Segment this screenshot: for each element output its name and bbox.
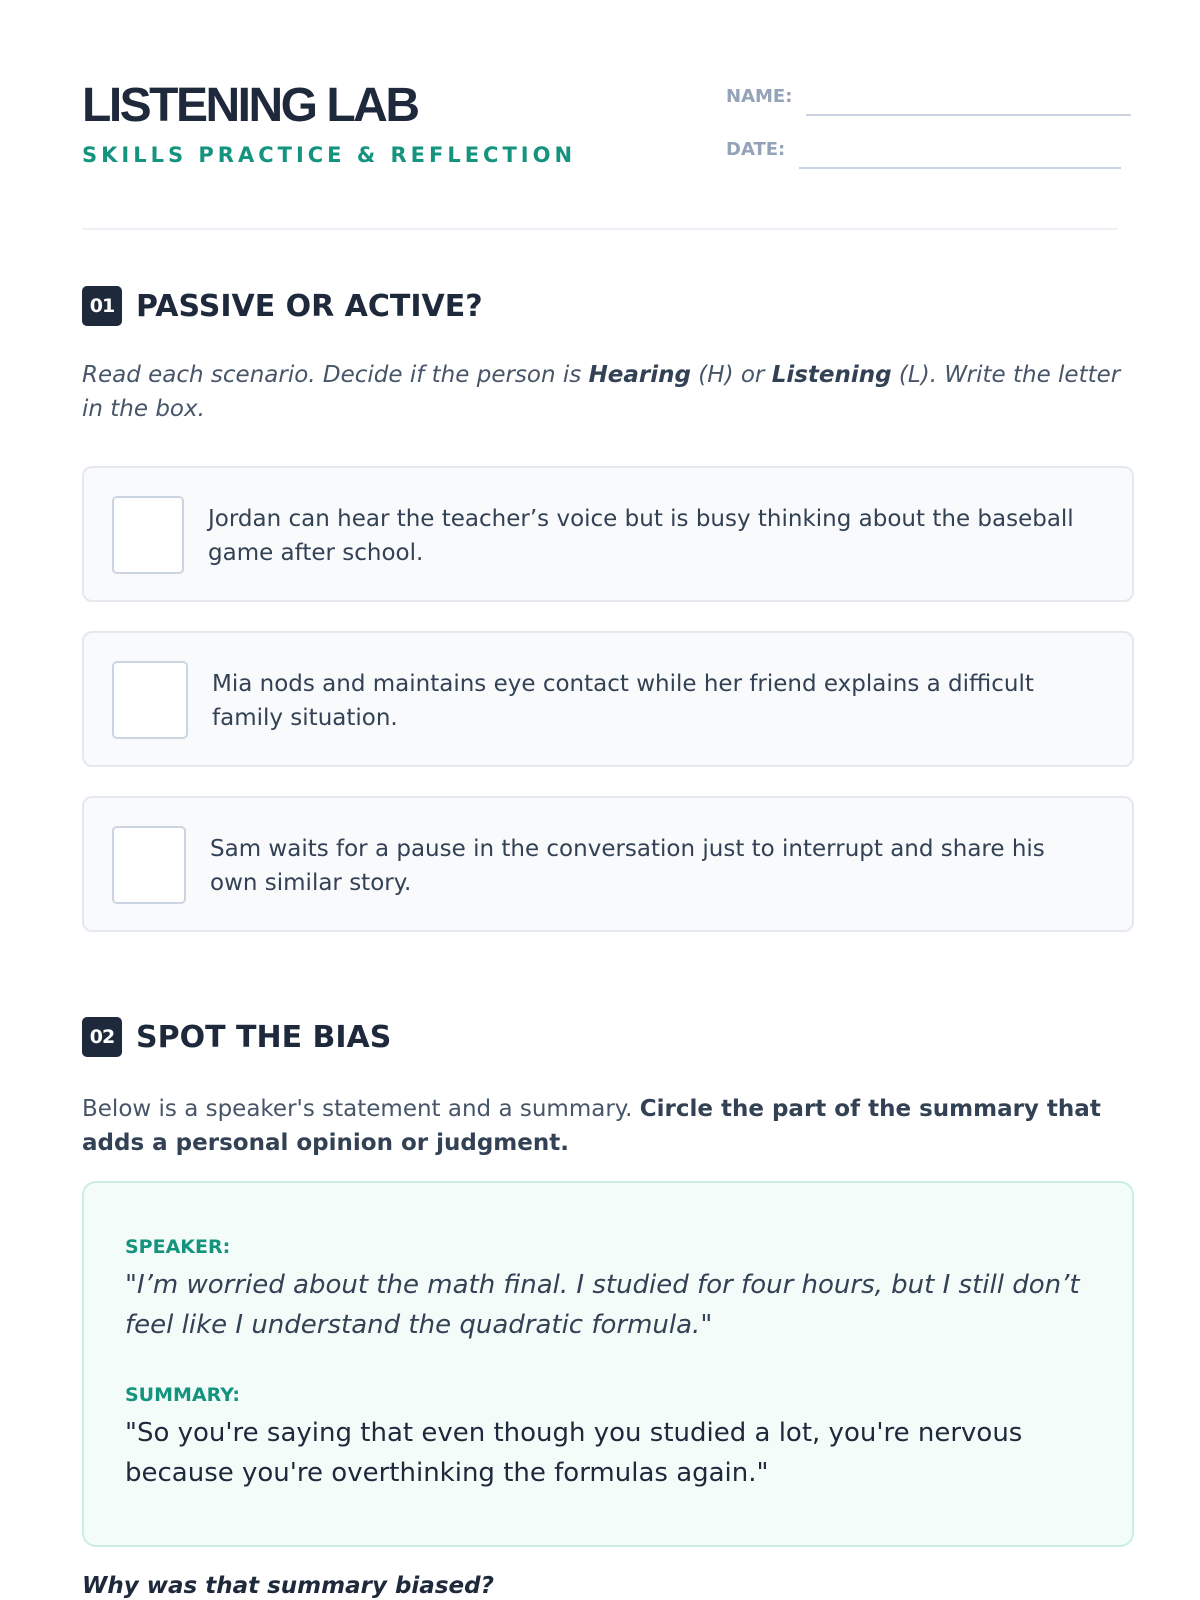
scenario-card [82, 466, 1134, 602]
section-1-heading [82, 286, 483, 326]
summary-quote[interactable]: "So you're saying that even though you studied a lot, you're nervous because you're overthinking the formulas again." [125, 1418, 1023, 1488]
section-number-badge: 01 [82, 286, 122, 326]
section-2-heading [82, 1017, 391, 1057]
answer-box[interactable] [112, 661, 188, 739]
scenario-text: Mia nods and maintains eye contact while her friend explains a difficult family situation. [212, 671, 1034, 731]
answer-box[interactable] [112, 496, 184, 574]
speaker-label: SPEAKER: [125, 1236, 231, 1258]
speaker-quote: "I’m worried about the math final. I studied for four hours, but I still don’t feel like I understand the quadratic formula." [125, 1270, 1080, 1340]
date-label: DATE: [726, 139, 786, 160]
date-input-line[interactable] [799, 167, 1121, 169]
date-field[interactable] [726, 141, 1121, 159]
scenario-text: Sam waits for a pause in the conversation just to interrupt and share his own similar story. [210, 836, 1045, 896]
section-title: SPOT THE BIAS [136, 1019, 392, 1055]
page-title: LISTENING LAB [82, 79, 418, 132]
page-subtitle: SKILLS PRACTICE & REFLECTION [82, 143, 577, 167]
scenario-text: Jordan can hear the teacher’s voice but is busy thinking about the baseball game after school. [208, 506, 1074, 566]
instructions-text: Below is a speaker's statement and a summary. [82, 1096, 640, 1122]
scenario-card [82, 796, 1134, 932]
instructions-text: (L). Write the letter in the box. [82, 362, 1121, 422]
instructions-hearing: Hearing [588, 362, 691, 388]
worksheet-header [82, 0, 1118, 230]
followup-question: Why was that summary biased? [82, 1573, 494, 1599]
instructions-emphasis: Circle the part of the summary that adds a personal opinion or judgment. [82, 1096, 1101, 1156]
scenario-card [82, 631, 1134, 767]
section-number-badge: 02 [82, 1017, 122, 1057]
section-1-instructions [82, 358, 1122, 426]
name-field[interactable] [726, 88, 1131, 106]
instructions-listening: Listening [771, 362, 892, 388]
instructions-text: Read each scenario. Decide if the person is [82, 362, 589, 388]
instructions-text: (H) or [691, 362, 772, 388]
section-title: PASSIVE OR ACTIVE? [136, 288, 483, 324]
name-input-line[interactable] [806, 114, 1131, 116]
summary-label: SUMMARY: [125, 1384, 240, 1406]
section-2-instructions [82, 1092, 1122, 1160]
name-label: NAME: [726, 86, 793, 107]
answer-box[interactable] [112, 826, 186, 904]
speaker-summary-box [82, 1181, 1134, 1547]
